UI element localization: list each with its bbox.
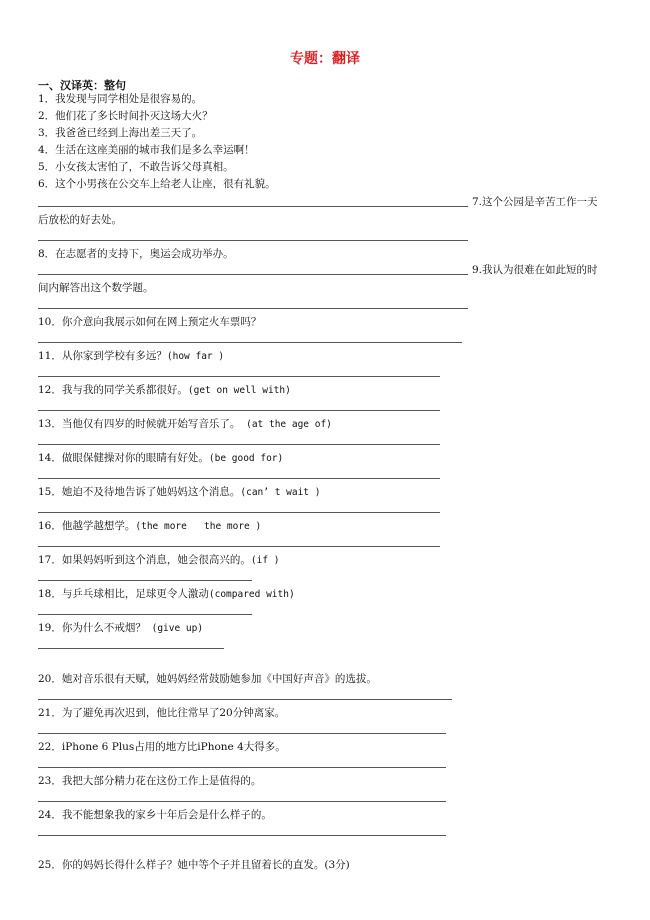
question-14-hint: (be good for): [208, 453, 284, 464]
answer-line[interactable]: [38, 342, 462, 343]
answer-line[interactable]: [38, 274, 468, 275]
question-12-hint: (get on well with): [187, 385, 291, 396]
question-24: 24．我不能想象我的家乡十年后会是什么样子的。: [38, 809, 272, 821]
question-1: 1．我发现与同学相处是很容易的。: [38, 93, 203, 105]
question-25: 25．你的妈妈长得什么样子？她中等个子并且留着长的直发。(3分): [38, 859, 350, 871]
question-19-text: 19．你为什么不戒烟？: [38, 622, 146, 634]
answer-line[interactable]: [38, 376, 440, 377]
question-6: 6．这个小男孩在公交车上给老人让座，很有礼貌。: [38, 178, 276, 190]
question-11-text: 11．从你家到学校有多远？: [38, 350, 167, 362]
answer-line[interactable]: [38, 648, 224, 649]
answer-line[interactable]: [38, 206, 468, 207]
question-12-text: 12．我与我的同学关系都很好。: [38, 384, 188, 396]
question-4: 4．生活在这座美丽的城市我们是多么幸运啊！: [38, 144, 255, 156]
question-18-hint: (compared with): [208, 589, 295, 600]
question-20: 20．她对音乐很有天赋，她妈妈经常鼓励她参加《中国好声音》的选拔。: [38, 673, 377, 685]
answer-line[interactable]: [38, 614, 252, 615]
question-17-text: 17．如果妈妈听到这个消息，她会很高兴的。: [38, 554, 251, 566]
question-14-text: 14．做眼保健操对你的眼睛有好处。: [38, 452, 209, 464]
answer-line[interactable]: [38, 308, 468, 309]
question-13: [38, 417, 332, 432]
answer-line[interactable]: [38, 835, 446, 836]
question-18: [38, 587, 295, 602]
question-22: 22．iPhone 6 Plus占用的地方比iPhone 4大得多。: [38, 741, 286, 753]
question-19: [38, 621, 203, 636]
question-9-continued: 间内解答出这个数学题。: [38, 282, 154, 294]
answer-line[interactable]: [38, 478, 440, 479]
question-8: 8．在志愿者的支持下，奥运会成功举办。: [38, 248, 234, 260]
answer-line[interactable]: [38, 699, 452, 700]
question-10: 10．你介意向我展示如何在网上预定火车票吗？: [38, 316, 262, 328]
answer-line[interactable]: [38, 801, 446, 802]
question-15: [38, 485, 320, 500]
question-16-text: 16．他越学越想学。: [38, 520, 136, 532]
question-17-hint: (if ): [250, 555, 280, 566]
question-7-continued: 后放松的好去处。: [38, 214, 122, 226]
answer-line[interactable]: [38, 512, 440, 513]
question-16: [38, 519, 261, 534]
question-12: [38, 383, 291, 398]
question-11: [38, 349, 224, 364]
answer-line[interactable]: [38, 546, 440, 547]
question-2: 2．他们花了多长时间扑灭这场大火？: [38, 110, 213, 122]
question-21: 21．为了避免再次迟到，他比往常早了20分钟离家。: [38, 707, 286, 719]
section-heading: 一、汉译英：整句: [38, 79, 126, 92]
question-15-text: 15．她迫不及待地告诉了她妈妈这个消息。: [38, 486, 241, 498]
question-18-text: 18．与乒乓球相比，足球更令人激动: [38, 588, 209, 600]
question-13-text: 13．当他仅有四岁的时候就开始写音乐了。: [38, 418, 241, 430]
question-11-hint: (how far ): [166, 351, 225, 362]
question-5: 5．小女孩太害怕了，不敢告诉父母真相。: [38, 161, 234, 173]
question-17: [38, 553, 279, 568]
answer-line[interactable]: [38, 767, 446, 768]
question-16-hint: (the more the more ): [135, 521, 262, 532]
question-23: 23．我把大部分精力花在这份工作上是值得的。: [38, 775, 262, 787]
question-3: 3．我爸爸已经到上海出差三天了。: [38, 127, 203, 139]
question-19-hint: (give up): [145, 623, 204, 634]
answer-line[interactable]: [38, 580, 252, 581]
question-15-hint: (can’ t wait ): [240, 487, 321, 498]
question-14: [38, 451, 283, 466]
question-13-hint: (at the age of): [240, 419, 332, 430]
question-7: 7.这个公园是辛苦工作一天: [472, 196, 598, 208]
page-title: 专题：翻译: [290, 51, 360, 67]
answer-line[interactable]: [38, 733, 446, 734]
answer-line[interactable]: [38, 410, 440, 411]
question-9: 9.我认为很难在如此短的时: [472, 264, 598, 276]
answer-line[interactable]: [38, 444, 440, 445]
answer-line[interactable]: [38, 240, 468, 241]
